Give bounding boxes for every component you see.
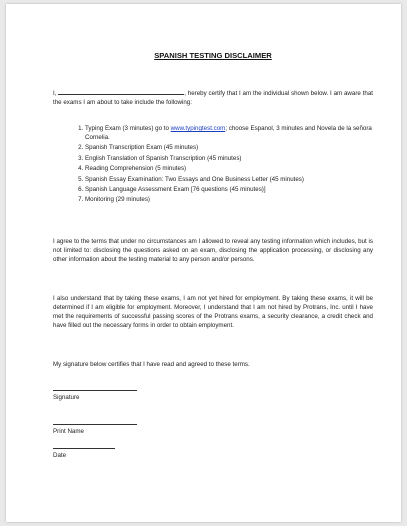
typing-test-link[interactable]: www.typingtest.com <box>170 125 226 132</box>
date-line <box>53 448 115 449</box>
exam-item-text: Reading Comprehension (5 minutes) <box>85 165 187 173</box>
intro-prefix: I, <box>53 90 59 97</box>
document-title: SPANISH TESTING DISCLAIMER <box>154 51 272 60</box>
date-label: Date <box>53 452 67 459</box>
exam-item-text: Spanish Language Assessment Exam [76 questions (45 minutes)] <box>85 185 266 193</box>
agree-paragraph: I agree to the terms that under no circumstances am I allowed to reveal any testing information which includes, but is not limited to: disclosing the questions asked on an exam, disclosing the application processing, or disclosing any other information about the testing material to any person and/or persons. <box>53 238 373 263</box>
exam-list-item <box>85 195 375 204</box>
understand-paragraph: I also understand that by taking these exams, I am not yet hired for employment. By taking these exams, it will be determined if I am eligible for employment. Moreover, I understand that I am not hired by Protrans, Inc. until I have met the requirements of successful passing scores of the Protrans exams, a security clearance, a credit check and have filled out the necessary forms in order to obtain employment. <box>53 295 373 329</box>
signature-line <box>53 390 137 391</box>
signature-paragraph: My signature below certifies that I have read and agreed to these terms. <box>53 361 250 368</box>
exam-list-item <box>85 175 375 184</box>
print-name-label: Print Name <box>53 428 84 435</box>
exam-list <box>71 124 375 206</box>
signature-label: Signature <box>53 394 80 401</box>
exam-item-text: Spanish Transcription Exam (45 minutes) <box>85 144 199 152</box>
exam-list-item <box>85 154 375 163</box>
exam-list-item <box>85 124 375 142</box>
exam-item-text: Monitoring (29 minutes) <box>85 196 150 204</box>
exam-item-text: Spanish Essay Examination: Two Essays and One Business Letter (45 minutes) <box>85 175 304 183</box>
name-blank-line <box>58 88 184 95</box>
exam-item-text-after: ; choose Espanol, 3 minutes and Novela de la señora Cornelia. <box>85 125 372 141</box>
exam-item-text: Typing Exam (3 minutes) go to <box>85 125 171 132</box>
print-name-line <box>53 424 137 425</box>
exam-list-item <box>85 143 375 152</box>
exam-list-item <box>85 164 375 173</box>
intro-paragraph <box>53 88 373 107</box>
intro-text: , hereby certify that I am the individual shown below. I am aware that the exams I am about to take include the following: <box>53 90 373 106</box>
document-page <box>6 4 401 522</box>
exam-list-item <box>85 185 375 194</box>
exam-item-text: English Translation of Spanish Transcription (45 minutes) <box>85 154 242 162</box>
